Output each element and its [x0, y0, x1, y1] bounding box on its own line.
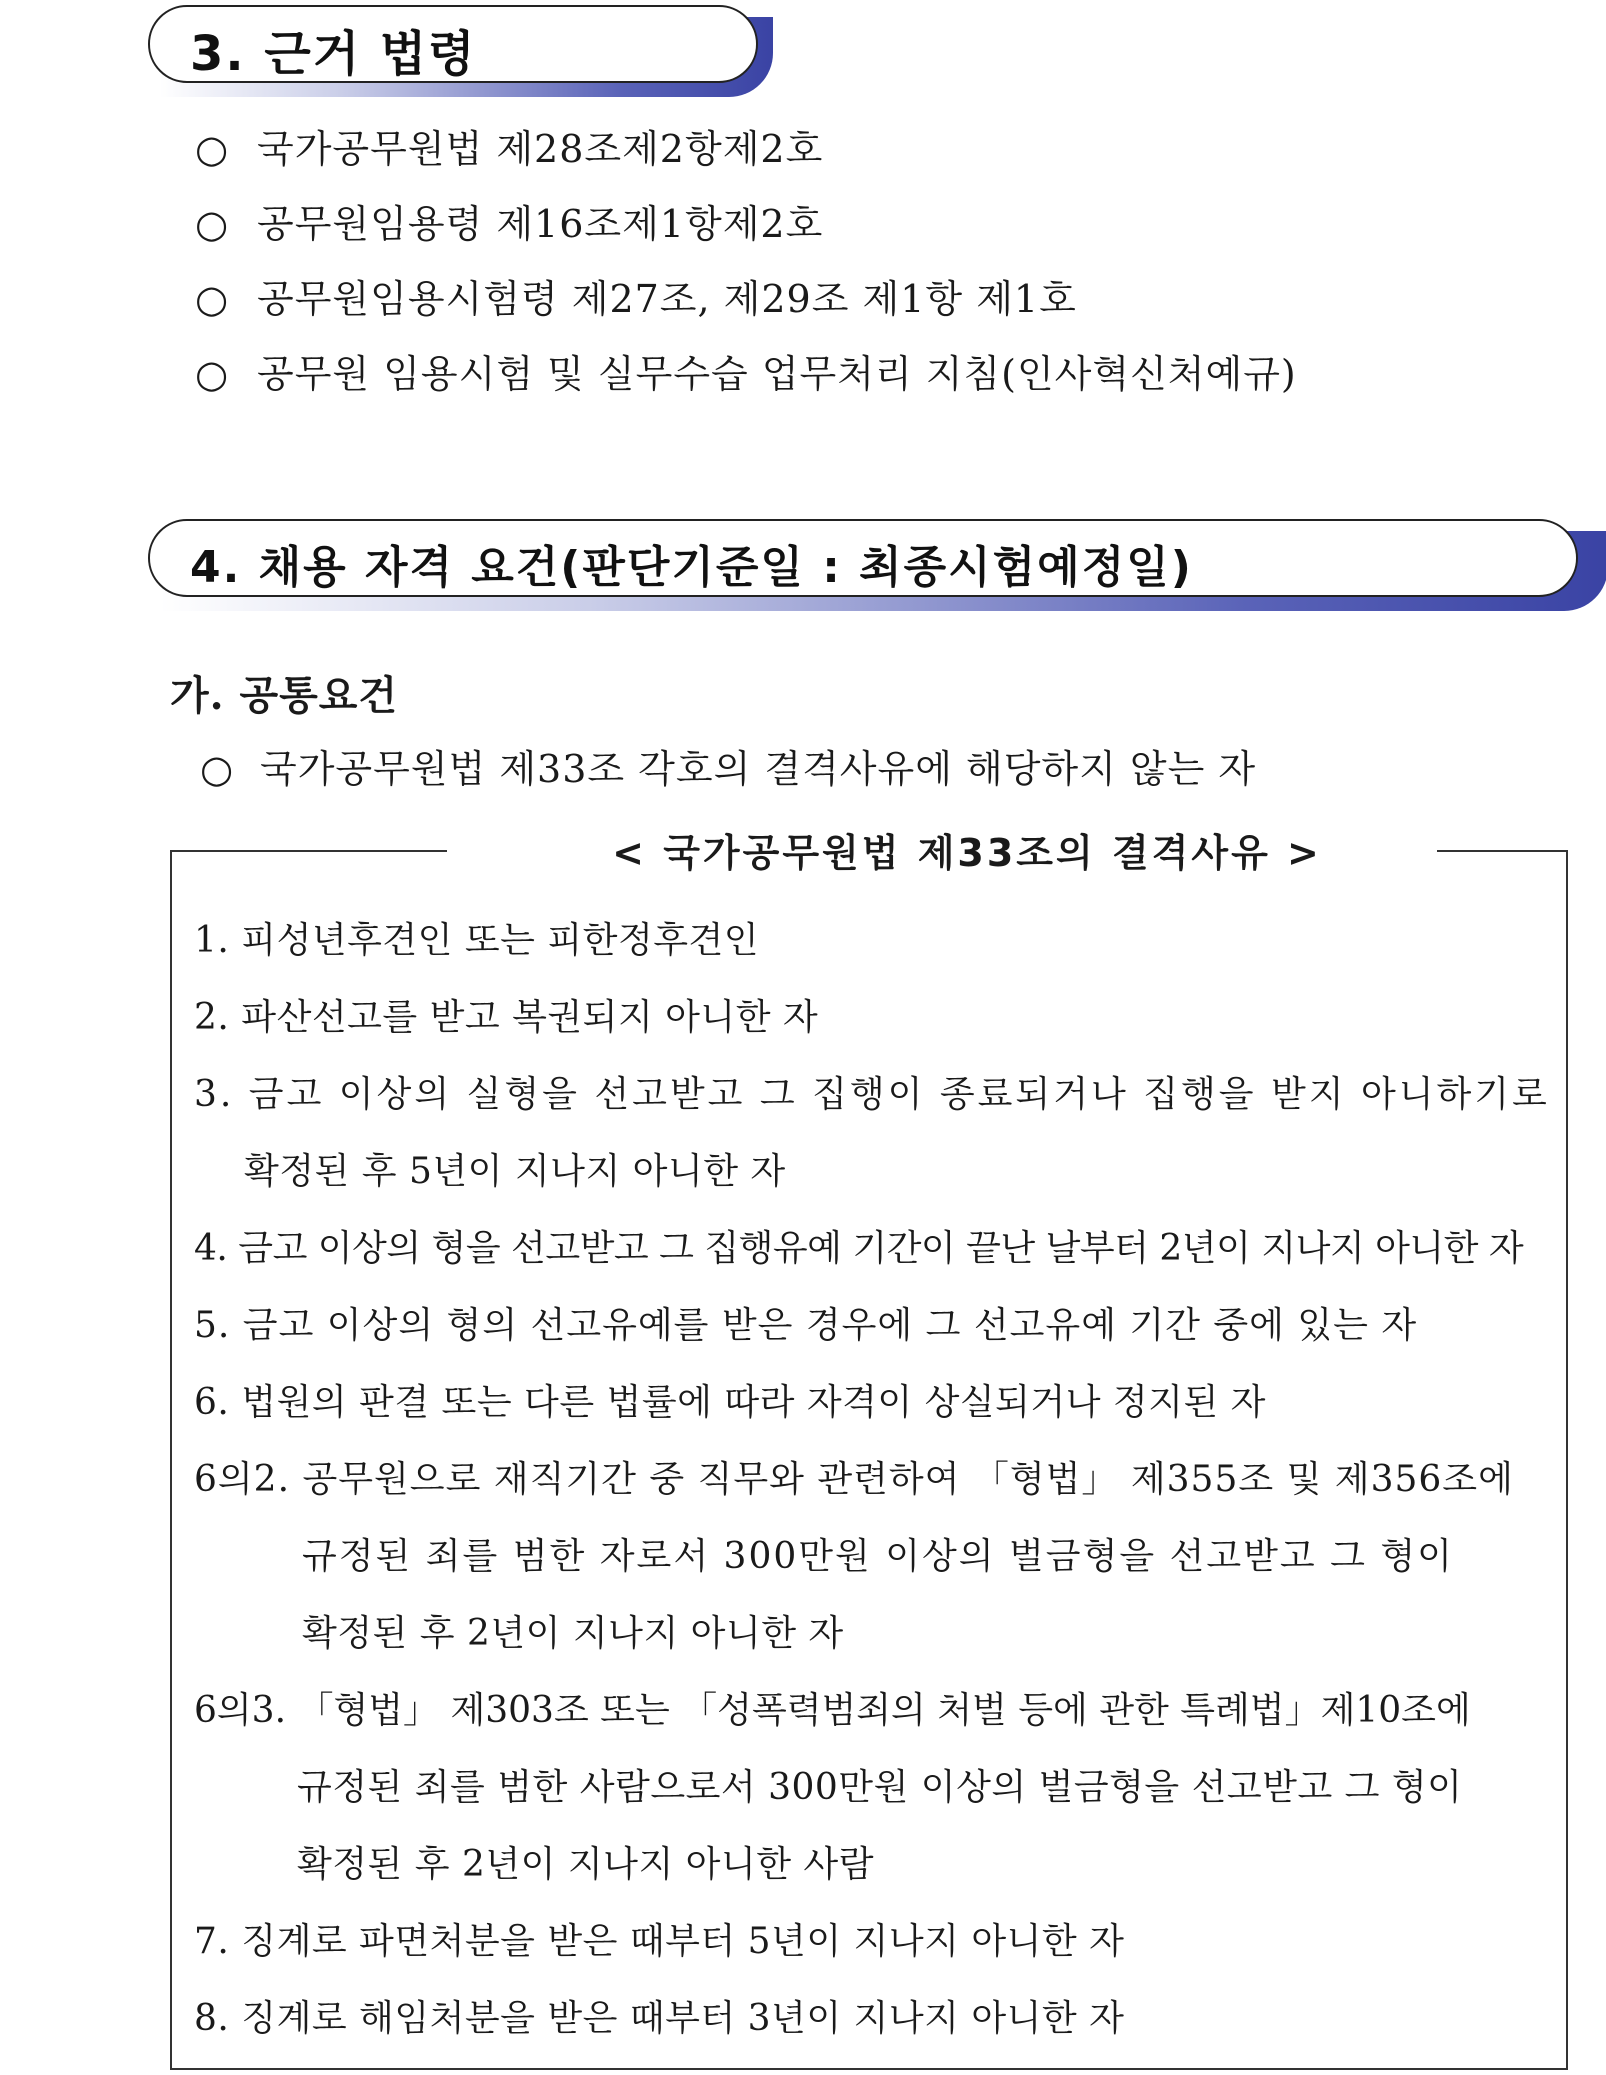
circle-bullet-icon: ○: [195, 277, 230, 321]
legal-basis-text: 공무원임용령 제16조제1항제2호: [257, 202, 824, 246]
legal-basis-text: 공무원임용시험령 제27조, 제29조 제1항 제1호: [257, 277, 1077, 321]
legal-basis-item: [195, 193, 823, 248]
reason-item: 5. 금고 이상의 형의 선고유예를 받은 경우에 그 선고유예 기간 중에 있는 자: [194, 1305, 1418, 1346]
reason-item: 2. 파산선고를 받고 복권되지 아니한 자: [194, 997, 819, 1038]
reason-item-continuation: 규정된 죄를 범한 자로서 300만원 이상의 벌금형을 선고받고 그 형이: [302, 1536, 1454, 1577]
legal-basis-text: 국가공무원법 제28조제2항제2호: [257, 127, 824, 171]
circle-bullet-icon: ○: [200, 747, 235, 791]
section-3-title: 3. 근거 법령: [190, 26, 477, 82]
reason-item: 3. 금고 이상의 실형을 선고받고 그 집행이 종료되거나 집행을 받지 아니하기로: [194, 1074, 1550, 1115]
legal-basis-item: [195, 118, 823, 173]
reason-item-continuation: 규정된 죄를 범한 사람으로서 300만원 이상의 벌금형을 선고받고 그 형이: [297, 1767, 1463, 1808]
section-4-banner: [148, 519, 1606, 611]
section-4-title: 4. 채용 자격 요건(판단기준일 : 최종시험예정일): [190, 542, 1193, 593]
reason-item: 6의2. 공무원으로 재직기간 중 직무와 관련하여 「형법」 제355조 및 제356조에: [194, 1459, 1514, 1500]
common-requirement-text: 국가공무원법 제33조 각호의 결격사유에 해당하지 않는 자: [260, 747, 1257, 791]
section-3-banner: [148, 5, 773, 97]
legal-basis-item: [195, 268, 1077, 323]
legal-basis-item: [195, 343, 1297, 398]
reason-item: 6. 법원의 판결 또는 다른 법률에 따라 자격이 상실되거나 정지된 자: [194, 1382, 1266, 1423]
banner-frame: [148, 5, 758, 83]
reason-item: 8. 징계로 해임처분을 받은 때부터 3년이 지나지 아니한 자: [194, 1998, 1125, 2039]
reason-item-continuation: 확정된 후 2년이 지나지 아니한 자: [302, 1613, 844, 1654]
reason-item: 6의3. 「형법」 제303조 또는 「성폭력범죄의 처벌 등에 관한 특례법」제10조에: [194, 1690, 1471, 1731]
circle-bullet-icon: ○: [195, 352, 230, 396]
box-title: < 국가공무원법 제33조의 결격사유 >: [497, 822, 1437, 877]
common-requirement-item: [200, 738, 1256, 793]
reason-item: 4. 금고 이상의 형을 선고받고 그 집행유예 기간이 끝난 날부터 2년이 지나지 아니한 자: [194, 1228, 1524, 1269]
disqualification-box: [170, 831, 1568, 2070]
reason-item-continuation: 확정된 후 5년이 지나지 아니한 자: [244, 1151, 786, 1192]
legal-basis-text: 공무원 임용시험 및 실무수습 업무처리 지침(인사혁신처예규): [257, 352, 1297, 396]
banner-frame: [148, 519, 1578, 597]
circle-bullet-icon: ○: [195, 202, 230, 246]
reason-item: 1. 피성년후견인 또는 피한정후견인: [194, 920, 760, 961]
circle-bullet-icon: ○: [195, 127, 230, 171]
box-top-border-left: [172, 850, 447, 852]
sub-heading-common-requirements: 가. 공통요건: [170, 672, 399, 719]
reason-item: 7. 징계로 파면처분을 받은 때부터 5년이 지나지 아니한 자: [194, 1921, 1125, 1962]
reason-item-continuation: 확정된 후 2년이 지나지 아니한 사람: [297, 1844, 874, 1885]
